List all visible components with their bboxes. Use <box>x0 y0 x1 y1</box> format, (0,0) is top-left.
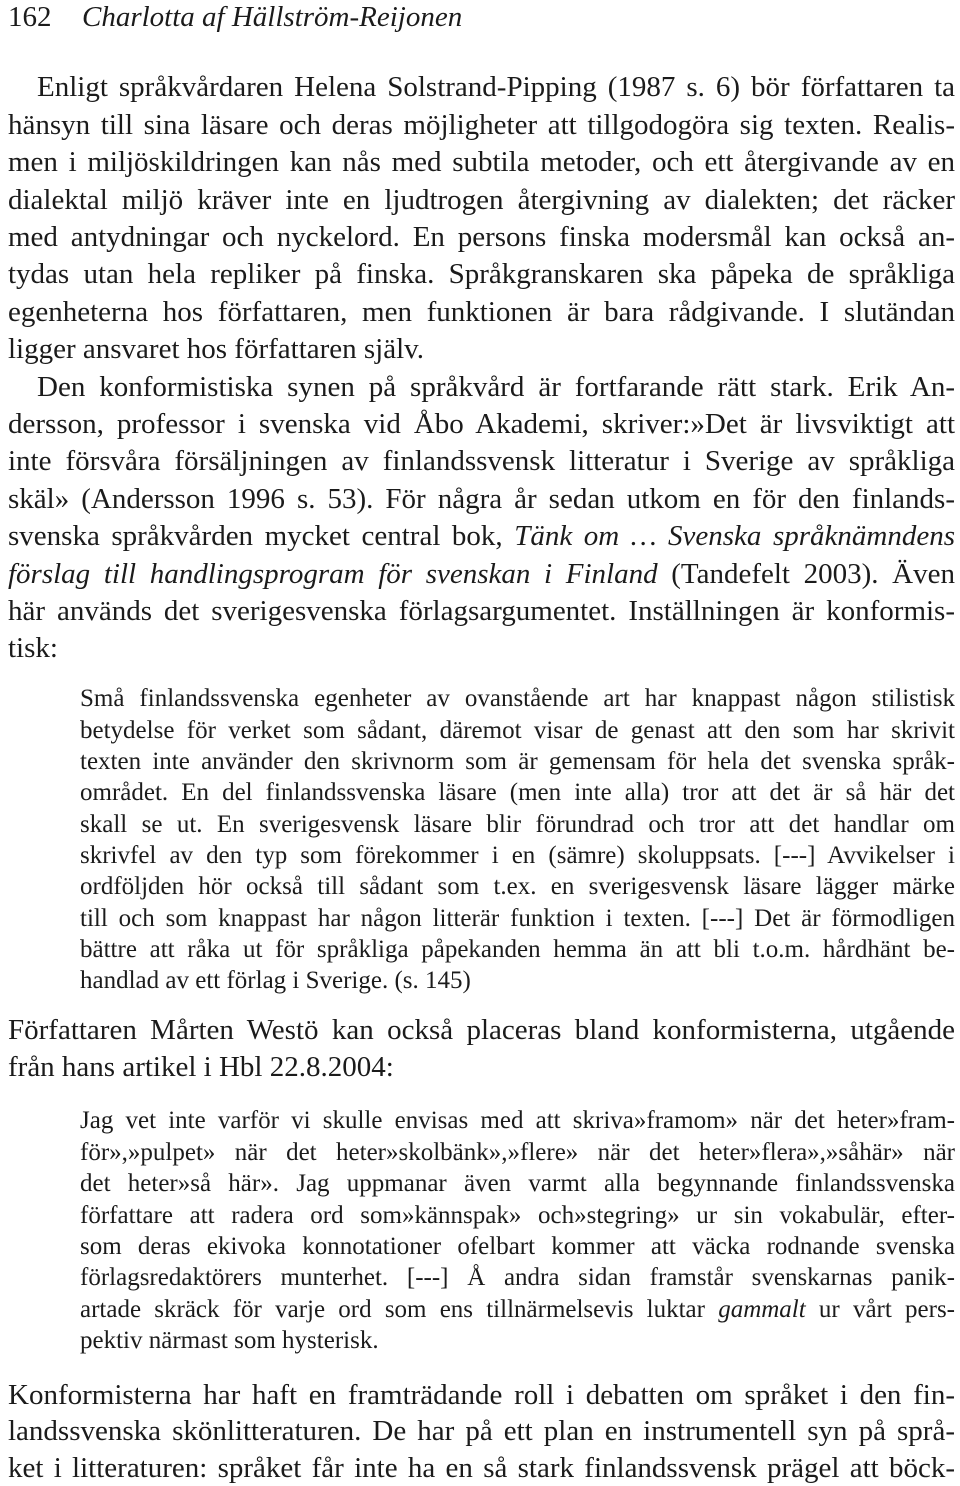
quote-line: skrivfel av den typ som förekommer i en (sämre) skoluppsats. [---] Avvikelser i <box>80 842 955 870</box>
text-line: landssvenska skönlitteraturen. De har på ett plan en instrumentell syn på språ- <box>8 1415 955 1448</box>
text-segment: artade skräck för varje ord som ens tillnärmelsevis luktar <box>80 1295 719 1323</box>
paragraph-1 <box>8 69 955 368</box>
text-line: inte försvåra försäljningen av finlandssvensk litteratur i Sverige av språkliga <box>8 445 955 478</box>
text-line: hänsyn till sina läsare och deras möjligheter att tillgodogöra sig texten. Realis- <box>8 108 955 141</box>
text-line: från hans artikel i Hbl 22.8.2004: <box>8 1051 394 1084</box>
quote-line: ordföljden hör också till sådant som t.ex. en sverigesvensk läsare lägger märke <box>80 873 955 901</box>
text-line: dialektal miljö kräver inte en ljudtrogen återgivning av dialekten; det räcker <box>8 183 955 216</box>
text-line <box>8 556 955 593</box>
text-line: skäl» (Andersson 1996 s. 53). För några år sedan utkom en för den finlands- <box>8 482 955 515</box>
paragraph-4 <box>8 1377 955 1486</box>
quote-line: pektiv närmast som hysterisk. <box>80 1327 379 1355</box>
text-line <box>8 518 955 555</box>
quote-line: betydelse för verket som sådant, däremot visar de genast att den som har skrivit <box>80 716 955 744</box>
quote-line: förlagsredaktörers munterhet. [---] Å andra sidan framstår svenskarnas panik- <box>80 1264 955 1292</box>
running-header <box>0 0 960 34</box>
quote-line: till och som knappast har någon litterär funktion i texten. [---] Det är förmodligen <box>80 904 955 932</box>
block-quote-1 <box>80 683 955 996</box>
quote-line: det heter»så här». Jag uppmanar även varmt alla begynnande finlandssvenska <box>80 1170 955 1198</box>
quote-line: bättre att råka ut för språkliga påpekanden hemma än att bli t.o.m. hårdhänt be- <box>80 936 955 964</box>
italic-book-title: förslag till handlingsprogram för svenskan i Finland <box>8 557 658 590</box>
running-head-author: Charlotta af Hällström-Reijonen <box>82 1 463 33</box>
text-line: egenheterna hos författaren, men funktionen är bara rådgivande. I slutändan <box>8 295 955 328</box>
text-line: dersson, professor i svenska vid Åbo Akademi, skriver:»Det är livsviktigt att <box>8 407 955 440</box>
quote-line: författare att radera ord som»kännspak» och»stegring» ur sin vokabulär, efter- <box>80 1201 955 1229</box>
text-line: ligger ansvaret hos författaren själv. <box>8 333 425 366</box>
body-text-upper <box>8 69 955 668</box>
text-line: med antydningar och nyckelord. En persons finska modersmål kan också an- <box>8 220 955 253</box>
italic-word: gammalt <box>718 1295 806 1323</box>
text-segment: svenska språkvården mycket central bok, <box>8 520 515 553</box>
text-segment: ur vårt pers- <box>805 1295 955 1323</box>
text-line: men i miljöskildringen kan nås med subtila metoder, och ett återgivande av en <box>8 146 955 179</box>
text-line: Konformisterna har haft en framträdande roll i debatten om språket i den fin- <box>8 1379 955 1411</box>
text-line: ket i litteraturen: språket får inte ha en så stark finlandssvensk prägel att böck- <box>8 1451 955 1484</box>
paragraph-3 <box>8 1012 955 1086</box>
quote-line: Jag vet inte varför vi skulle envisas med att skriva»framom» när det heter»fram- <box>80 1107 955 1135</box>
text-segment: (Tandefelt 2003). Även <box>657 557 955 590</box>
text-line: Enligt språkvårdaren Helena Solstrand-Pipping (1987 s. 6) bör författaren ta <box>37 71 955 104</box>
text-line: Författaren Mårten Westö kan också placeras bland konformisterna, utgående <box>8 1014 955 1047</box>
quote-line <box>80 1294 955 1325</box>
quote-line: Små finlandssvenska egenheter av ovanstående art har knappast någon stilistisk <box>80 685 955 713</box>
text-line: tydas utan hela repliker på finska. Språkgranskaren ska påpeka de språkliga <box>8 258 955 291</box>
quote-line: handlad av ett förlag i Sverige. (s. 145) <box>80 967 471 995</box>
italic-book-title: Tänk om … Svenska språknämndens <box>514 520 956 553</box>
quote-line: som deras ekivoka konnotationer ofelbart kommer att väcka rodnande svenska <box>80 1233 955 1261</box>
page-number: 162 <box>8 1 52 33</box>
text-line: här används det sverigesvenska förlagsargumentet. Inställningen är konformis- <box>8 594 955 627</box>
quote-line: texten inte använder den skrivnorm som är gemensam för hela det svenska språk- <box>80 747 955 775</box>
paragraph-2 <box>8 369 955 668</box>
text-line: Den konformistiska synen på språkvård är fortfarande rätt stark. Erik An- <box>37 370 955 403</box>
quote-line: skall se ut. En sverigesvensk läsare blir förundrad och tror att det handlar om <box>80 810 955 838</box>
quote-line: för»,»pulpet» när det heter»skolbänk»,»flere» när det heter»flera»,»såhär» när <box>80 1138 955 1166</box>
block-quote-2 <box>80 1105 955 1357</box>
quote-line: området. En del finlandssvenska läsare (men inte alla) tror att det är så här det <box>80 779 955 807</box>
text-line: tisk: <box>8 632 58 665</box>
